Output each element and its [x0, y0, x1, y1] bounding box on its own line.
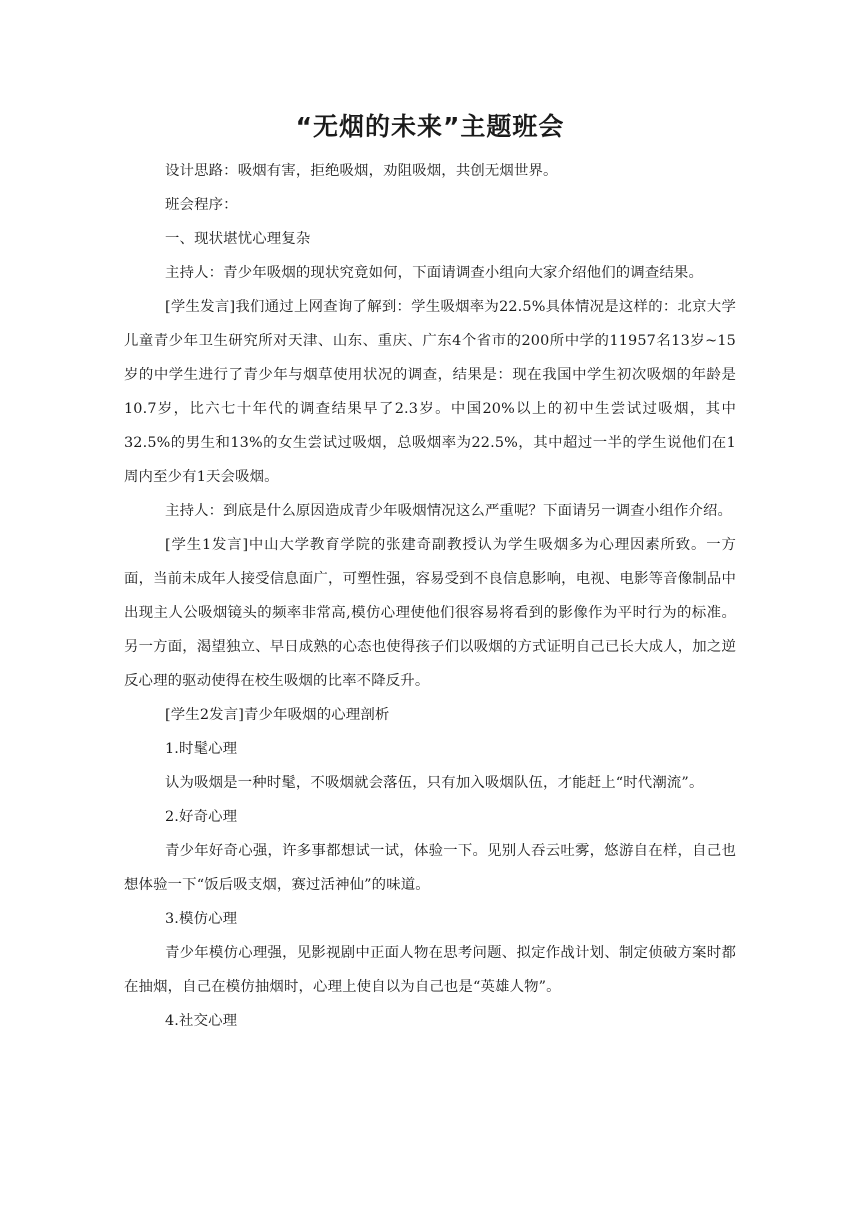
subheading-imitation: 3.模仿心理	[165, 911, 238, 927]
paragraph-imitation: 青少年模仿心理强，见影视剧中正面人物在思考问题、拟定作战计划、制定侦破方案时都在抽烟，自己在模仿抽烟时，心理上使自以为自己也是“英雄人物”。	[124, 945, 736, 995]
paragraph-student-report: [学生发言]我们通过上网查询了解到：学生吸烟率为22.5%具体情况是这样的：北京大学儿童青少年卫生研究所对天津、山东、重庆、广东4个省市的200所中学的11957名13岁~15岁的中学生进行了青少年与烟草使用状况的调查，结果是：现在我国中学生初次吸烟的年龄是10.7岁，比六七十年代的调查结果早了2.3岁。中国20%以上的初中生尝试过吸烟，其中32.5%的男生和13%的女生尝试过吸烟，总吸烟率为22.5%，其中超过一半的学生说他们在1周内至少有1天会吸烟。	[124, 299, 736, 485]
paragraph-curiosity: 青少年好奇心强，许多事都想试一试，体验一下。见别人吞云吐雾，悠游自在样，自己也想体验一下“饭后吸支烟，赛过活神仙”的味道。	[124, 843, 736, 893]
section-heading-1: 一、现状堪忧心理复杂	[165, 231, 311, 247]
paragraph-host-2: 主持人：到底是什么原因造成青少年吸烟情况这么严重呢？下面请另一调查小组作介绍。	[165, 503, 733, 519]
document-title: “无烟的未来”主题班会	[295, 112, 565, 141]
paragraph-student-1: [学生1发言]中山大学教育学院的张建奇副教授认为学生吸烟多为心理因素所致。一方面，当前未成年人接受信息面广，可塑性强，容易受到不良信息影响，电视、电影等音像制品中出现主人公吸烟镜头的频率非常高,模仿心理使他们很容易将看到的影像作为平时行为的标准。另一方面，渴望独立、早日成熟的心态也使得孩子们以吸烟的方式证明自己已长大成人，加之逆反心理的驱动使得在校生吸烟的比率不降反升。	[124, 537, 736, 689]
paragraph-student-2: [学生2发言]青少年吸烟的心理剖析	[165, 707, 390, 723]
subheading-fashion: 1.时髦心理	[165, 741, 238, 757]
paragraph-fashion: 认为吸烟是一种时髦，不吸烟就会落伍，只有加入吸烟队伍，才能赶上“时代潮流”。	[165, 775, 704, 791]
paragraph-design-idea: 设计思路：吸烟有害，拒绝吸烟，劝阻吸烟，共创无烟世界。	[165, 163, 558, 179]
subheading-social: 4.社交心理	[165, 1013, 238, 1029]
document-page	[124, 104, 736, 1038]
paragraph-host-1: 主持人：青少年吸烟的现状究竟如何，下面请调查小组向大家介绍他们的调查结果。	[165, 265, 704, 281]
paragraph-procedure-label: 班会程序：	[165, 197, 238, 213]
subheading-curiosity: 2.好奇心理	[165, 809, 238, 825]
